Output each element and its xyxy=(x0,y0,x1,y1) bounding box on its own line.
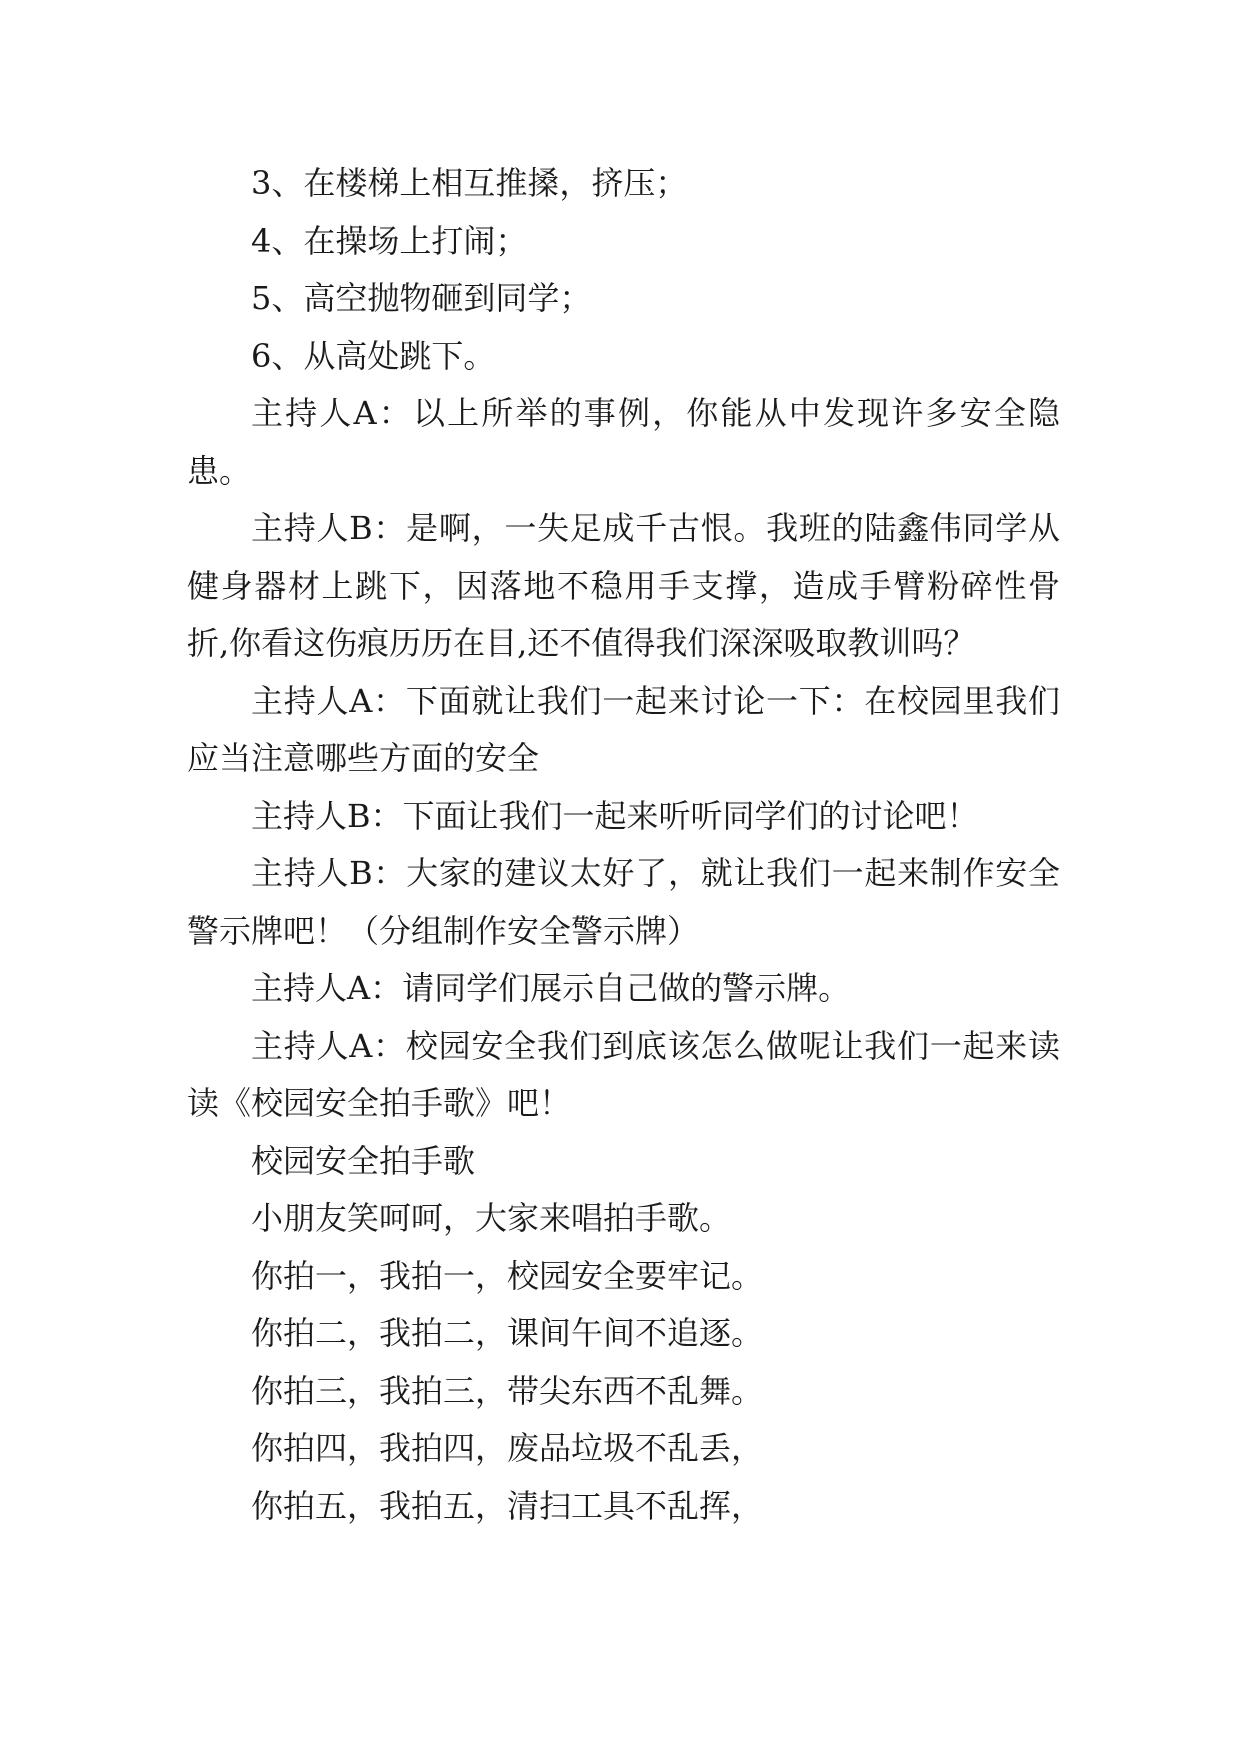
paragraph-list-item-3: 3、在楼梯上相互推搡，挤压； xyxy=(251,164,688,202)
paragraph-host-b-2: 主持人B：下面让我们一起来听听同学们的讨论吧！ xyxy=(251,796,979,835)
paragraph-host-b-1: 主持人B：是啊，一失足成千古恨。我班的陆鑫伟同学从健身器材上跳下，因落地不稳用手支撑，造成手臂粉碎性骨折,你看这伤痕历历在目,还不值得我们深深吸取教训吗？ xyxy=(187,509,1060,662)
paragraph-host-a-4: 主持人A：校园安全我们到底该怎么做呢让我们一起来读读《校园安全拍手歌》吧！ xyxy=(187,1026,1060,1122)
paragraph-host-a-2: 主持人A：下面就让我们一起来讨论一下：在校园里我们应当注意哪些方面的安全 xyxy=(187,681,1060,777)
paragraph-host-a-1: 主持人A：以上所举的事例，你能从中发现许多安全隐患。 xyxy=(187,394,1060,490)
paragraph-host-a-3: 主持人A：请同学们展示自己做的警示牌。 xyxy=(251,969,851,1007)
song-line-2: 你拍二，我拍二，课间午间不追逐。 xyxy=(251,1314,764,1352)
song-line-4: 你拍四，我拍四，废品垃圾不乱丢， xyxy=(251,1429,764,1467)
song-line-intro: 小朋友笑呵呵，大家来唱拍手歌。 xyxy=(251,1199,732,1237)
paragraph-list-item-4: 4、在操场上打闹； xyxy=(251,221,528,260)
paragraph-list-item-5: 5、高空抛物砸到同学； xyxy=(251,279,592,317)
song-title: 校园安全拍手歌 xyxy=(251,1141,476,1180)
document-body xyxy=(187,155,1060,1535)
paragraph-list-item-6: 6、从高处跳下。 xyxy=(251,336,496,375)
song-line-5: 你拍五，我拍五，清扫工具不乱挥， xyxy=(251,1486,764,1525)
song-line-3: 你拍三，我拍三，带尖东西不乱舞。 xyxy=(251,1371,764,1410)
song-line-1: 你拍一，我拍一，校园安全要牢记。 xyxy=(251,1256,764,1295)
paragraph-host-b-3: 主持人B：大家的建议太好了，就让我们一起来制作安全警示牌吧！（分组制作安全警示牌） xyxy=(187,854,1060,950)
